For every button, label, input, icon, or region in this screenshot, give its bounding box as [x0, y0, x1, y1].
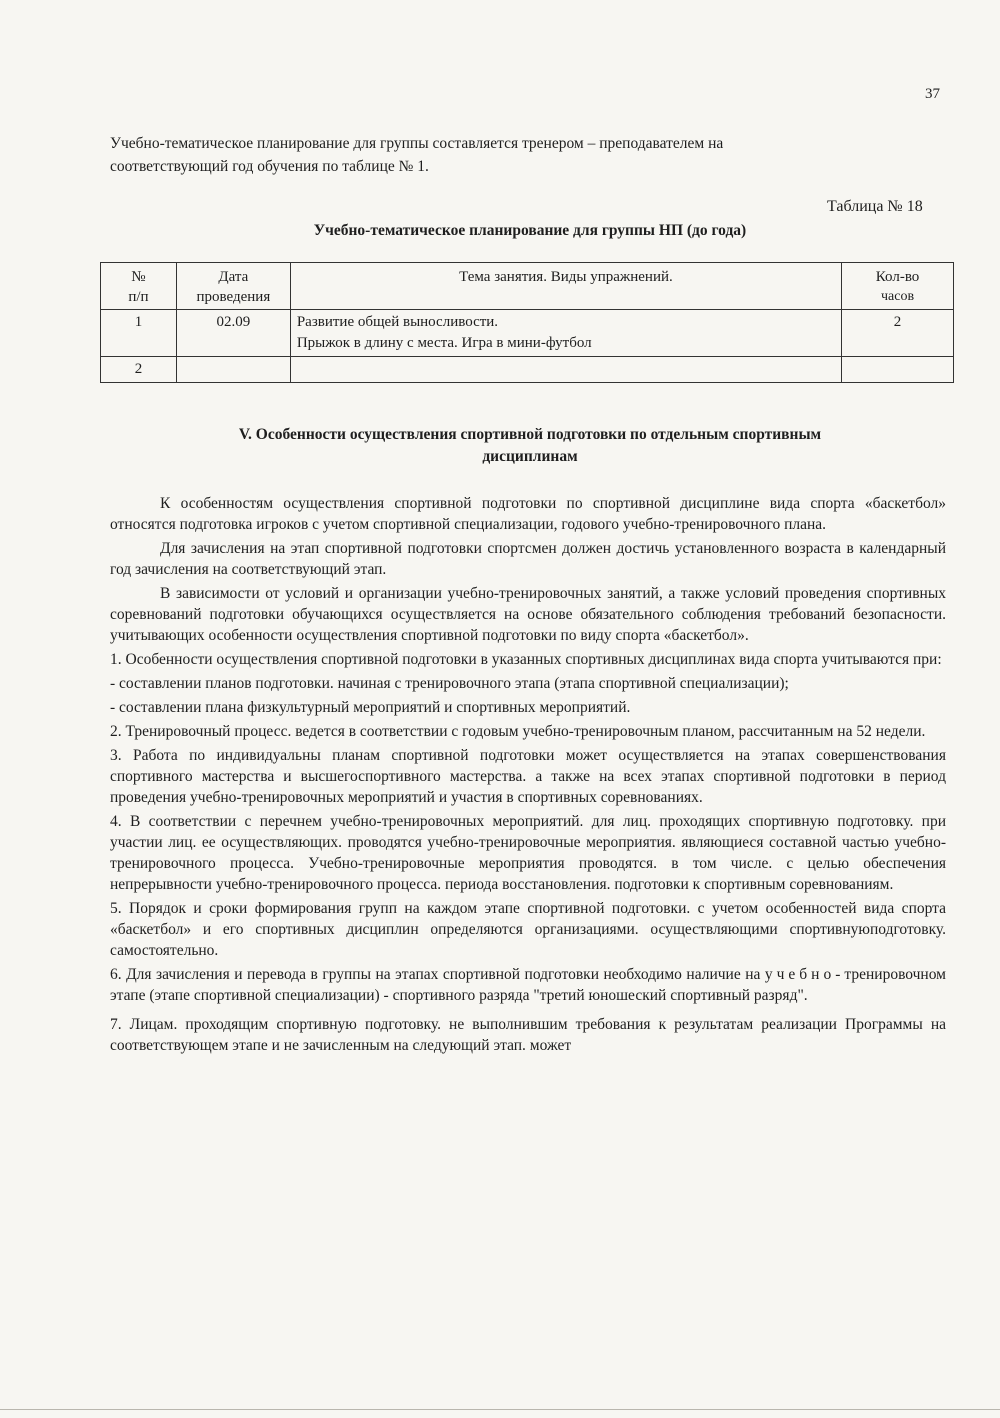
intro-line-2: соответствующий год обучения по таблице № 1. — [110, 158, 429, 175]
paragraph: 2. Тренировочный процесс. ведется в соответствии с годовым учебно-тренировочным планом, рассчитанным на 52 недели. — [110, 723, 926, 740]
table-header-row — [101, 263, 954, 310]
header-hours-line-2: часов — [881, 289, 915, 304]
paragraph: К особенностям осуществления спортивной подготовки по спортивной дисциплине вида спорта «баскетбол» относятся подготовка игроков с учетом спортивной специализации, годового учебно-тренировочного плана. — [110, 495, 946, 533]
header-date — [176, 263, 290, 310]
paragraph: 5. Порядок и сроки формирования групп на каждом этапе спортивной подготовки. с учетом особенностей вида спорта «баскетбол» и его спортивных дисциплин определяются организациями. осуществляющими спортивнуюподготовку. самостоятельно. — [110, 900, 946, 959]
intro-line-1: Учебно-тематическое планирование для группы составляется тренером – преподавателем на — [110, 135, 724, 152]
paragraph: В зависимости от условий и организации учебно-тренировочных занятий, а также условий проведения спортивных соревнований подготовки обучающихся осуществляется на основе обязательного соблюдения требований безопасности. учитывающих особенности осуществления спортивной подготовки по виду спорта «баскетбол». — [110, 585, 946, 644]
row-date: 02.09 — [176, 310, 290, 357]
section-heading-line-2: дисциплинам — [482, 448, 578, 465]
table-caption: Таблица № 18 — [827, 198, 923, 215]
section-body — [110, 493, 946, 1059]
paragraph-part: тренировочном этапе (этапе спортивной специализации) - спортивного разряда "третий юношеский спортивный разряд". — [110, 966, 946, 1004]
paragraph — [110, 964, 946, 1006]
paragraph: 1. Особенности осуществления спортивной подготовки в указанных спортивных дисциплинах вида спорта учитываются при: — [110, 651, 942, 668]
row-topic — [290, 310, 841, 357]
section-heading — [110, 424, 950, 468]
paragraph: - составлении плана физкультурный мероприятий и спортивных мероприятий. — [110, 699, 631, 716]
page-number: 37 — [925, 86, 940, 102]
table-row — [101, 310, 954, 357]
paragraph: 7. Лицам. проходящим спортивную подготовку. не выполнившим требования к результатам реализации Программы на соответствующем этапе и не зачисленным на следующий этап. может — [110, 1016, 946, 1054]
header-date-line-2: проведения — [196, 289, 271, 305]
intro-paragraph — [110, 132, 900, 178]
row-number: 2 — [101, 357, 177, 383]
paragraph-part: 6. Для зачисления и перевода в группы на этапах спортивной подготовки необходимо наличие на — [110, 966, 761, 983]
row-topic-line-2: Прыжок в длину с места. Игра в мини-футбол — [296, 335, 592, 351]
row-date — [176, 357, 290, 383]
header-topic: Тема занятия. Виды упражнений. — [290, 263, 841, 310]
paragraph: Для зачисления на этап спортивной подготовки спортсмен должен достичь установленного возраста в календарный год зачисления на соответствующий этап. — [110, 540, 946, 578]
header-hours — [842, 263, 954, 310]
paragraph-part-spaced: учебно- — [764, 966, 845, 983]
paragraph: - составлении планов подготовки. начиная с тренировочного этапа (этапа спортивной специализации); — [110, 675, 789, 692]
section-heading-line-1: V. Особенности осуществления спортивной подготовки по отдельным спортивным — [238, 426, 822, 443]
row-hours: 2 — [842, 310, 954, 357]
paragraph: 4. В соответствии с перечнем учебно-тренировочных мероприятий. для лиц. проходящих спортивную подготовку. при участии лиц. ее осуществляющих. проводятся учебно-тренировочные мероприятия. являющиеся составной частью учебно-тренировочного процесса. Учебно-тренировочные мероприятия проводятся. в том числе. с целью обеспечения непрерывности учебно-тренировочного процесса. периода восстановления. подготовки к спортивным соревнованиям. — [110, 813, 946, 893]
row-hours — [842, 357, 954, 383]
row-topic — [290, 357, 841, 383]
scan-edge-line — [0, 1409, 1000, 1410]
row-number: 1 — [101, 310, 177, 357]
header-number-line-2: п/п — [128, 289, 149, 305]
header-date-line-1: Дата — [218, 269, 249, 285]
table-title: Учебно-тематическое планирование для группы НП (до года) — [313, 222, 747, 239]
header-number — [101, 263, 177, 310]
header-number-line-1: № — [131, 269, 146, 285]
header-hours-line-1: Кол-во — [875, 269, 920, 285]
row-topic-line-1: Развитие общей выносливости. — [296, 314, 499, 330]
paragraph: 3. Работа по индивидуальны планам спортивной подготовки может осуществляется на этапах совершенствования спортивного мастерства и высшегоспортивного мастерства. а также на всех этапах спортивной подготовки в период проведения учебно-тренировочных мероприятий и участия в спортивных соревнованиях. — [110, 747, 946, 806]
table-row — [101, 357, 954, 383]
planning-table — [100, 262, 954, 383]
